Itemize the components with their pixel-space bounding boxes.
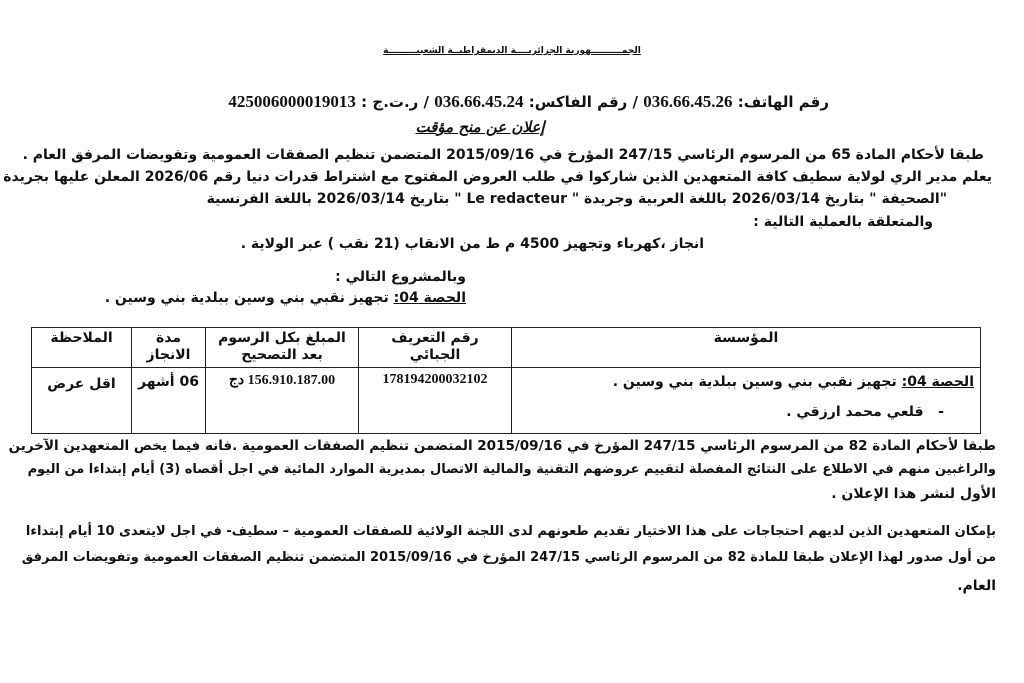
- paragraph2-line3: الأول لنشر هذا الإعلان .: [831, 486, 996, 502]
- cell-duration: 06 أشهر: [132, 368, 206, 434]
- project-lot-label: الحصة 04:: [393, 290, 466, 306]
- paragraph2-line1: طبقا لأحكام المادة 82 من المرسوم الرئاسي 247/15 المؤرخ في 2015/09/16 المتضمن تنظيم الصفقات العمومية .فانه فيما يخص المتعهدين الآخرين: [8, 438, 996, 454]
- project-lot-text: تجهيز نقبي بني وسين ببلدية بني وسين .: [104, 290, 389, 306]
- header-institution: المؤسسة: [512, 328, 981, 368]
- paragraph1-line1: طبقا لأحكام المادة 65 من المرسوم الرئاسي 247/15 المؤرخ في 2015/09/16 المتضمن تنظيم الصفقات العمومية وتفويضات المرفق العام .: [22, 147, 984, 163]
- table-row: [32, 368, 981, 434]
- award-table: [31, 327, 981, 434]
- cell-institution: [512, 368, 981, 434]
- cell-company: - قلعي محمد ارزقي .: [786, 404, 944, 420]
- cell-lot-text: تجهيز نقبي بني وسين ببلدية بني وسين .: [612, 374, 897, 390]
- notice-title: إعلان عن منح مؤقت: [415, 118, 545, 136]
- paragraph1-line3: "الصحيفة " بتاريخ 2026/03/14 باللغة العربية وجريدة " Le redacteur " بتاريخ 2026/03/14 باللغة الفرنسية: [206, 191, 947, 207]
- cell-amount: 156.910.187.00 دج: [206, 368, 359, 434]
- separator: /: [632, 93, 639, 111]
- cell-lot: [518, 372, 974, 392]
- fax-number: 036.66.45.24: [434, 92, 524, 111]
- cell-lot-label: الحصة 04:: [901, 374, 974, 390]
- table-header-row: [32, 328, 981, 368]
- paragraph3-line2: من أول صدور لهذا الإعلان طبقا للمادة 82 من المرسوم الرئاسي 247/15 المؤرخ في 2015/09/16 المتضمن تنظيم الصفقات العمومية وتفويضات المرفق: [21, 550, 996, 565]
- paragraph1-line2: يعلم مدير الري لولاية سطيف كافة المتعهدين الذين شاركوا في طلب العروض المفتوح مع اشتراط قدرات دنيا رقم 2026/06 المعلن عليها بجريدة: [3, 169, 992, 185]
- rtj-number: 425006000019013: [228, 92, 356, 111]
- project-lot: [105, 289, 466, 307]
- header-amount: المبلغ بكل الرسوم بعد التصحيح: [206, 328, 359, 368]
- rtj-label: ر.ت.ج :: [361, 93, 419, 111]
- paragraph1-line5: انجاز ،كهرباء وتجهيز 4500 م ط من الانقاب (21 نقب ) عبر الولاية .: [240, 236, 704, 252]
- contact-line: [228, 93, 829, 111]
- fax-label: رقم الفاكس:: [528, 93, 628, 111]
- header-tax-id: رقم التعريف الجبائي: [359, 328, 512, 368]
- paragraph3-line3: العام.: [957, 578, 996, 594]
- paragraph2-line2: والراغبين منهم في الاطلاع على النتائج المفصلة لتقييم عروضهم التقنية والمالية الاتصال بمديرية الموارد المائية في اجل أقصاه (3) أيام إبتداءا من اليوم: [27, 462, 996, 477]
- phone-number: 036.66.45.26: [643, 92, 733, 111]
- project-heading: وبالمشروع التالي :: [335, 269, 466, 285]
- paragraph1-line4: والمتعلقة بالعملية التالية :: [753, 214, 933, 230]
- republic-header: الجمــــــــــهورية الجزائريــــة الديمقراطيــة الشعبيـــــــــة: [383, 46, 641, 56]
- cell-notes: اقل عرض: [32, 368, 132, 434]
- paragraph3-line1: بإمكان المتعهدين الذين لديهم احتجاجات على هذا الاختيار تقديم طعونهم لدى اللجنة الولائية للصفقات العمومية – سطيف- في اجل لايتعدى 10 أيام إبتداءا: [25, 524, 996, 539]
- cell-tax-id: 178194200032102: [359, 368, 512, 434]
- header-notes: الملاحظة: [32, 328, 132, 368]
- separator: /: [423, 93, 430, 111]
- dash-mark: -: [923, 404, 944, 420]
- phone-label: رقم الهاتف:: [737, 93, 829, 111]
- header-duration: مدة الانجاز: [132, 328, 206, 368]
